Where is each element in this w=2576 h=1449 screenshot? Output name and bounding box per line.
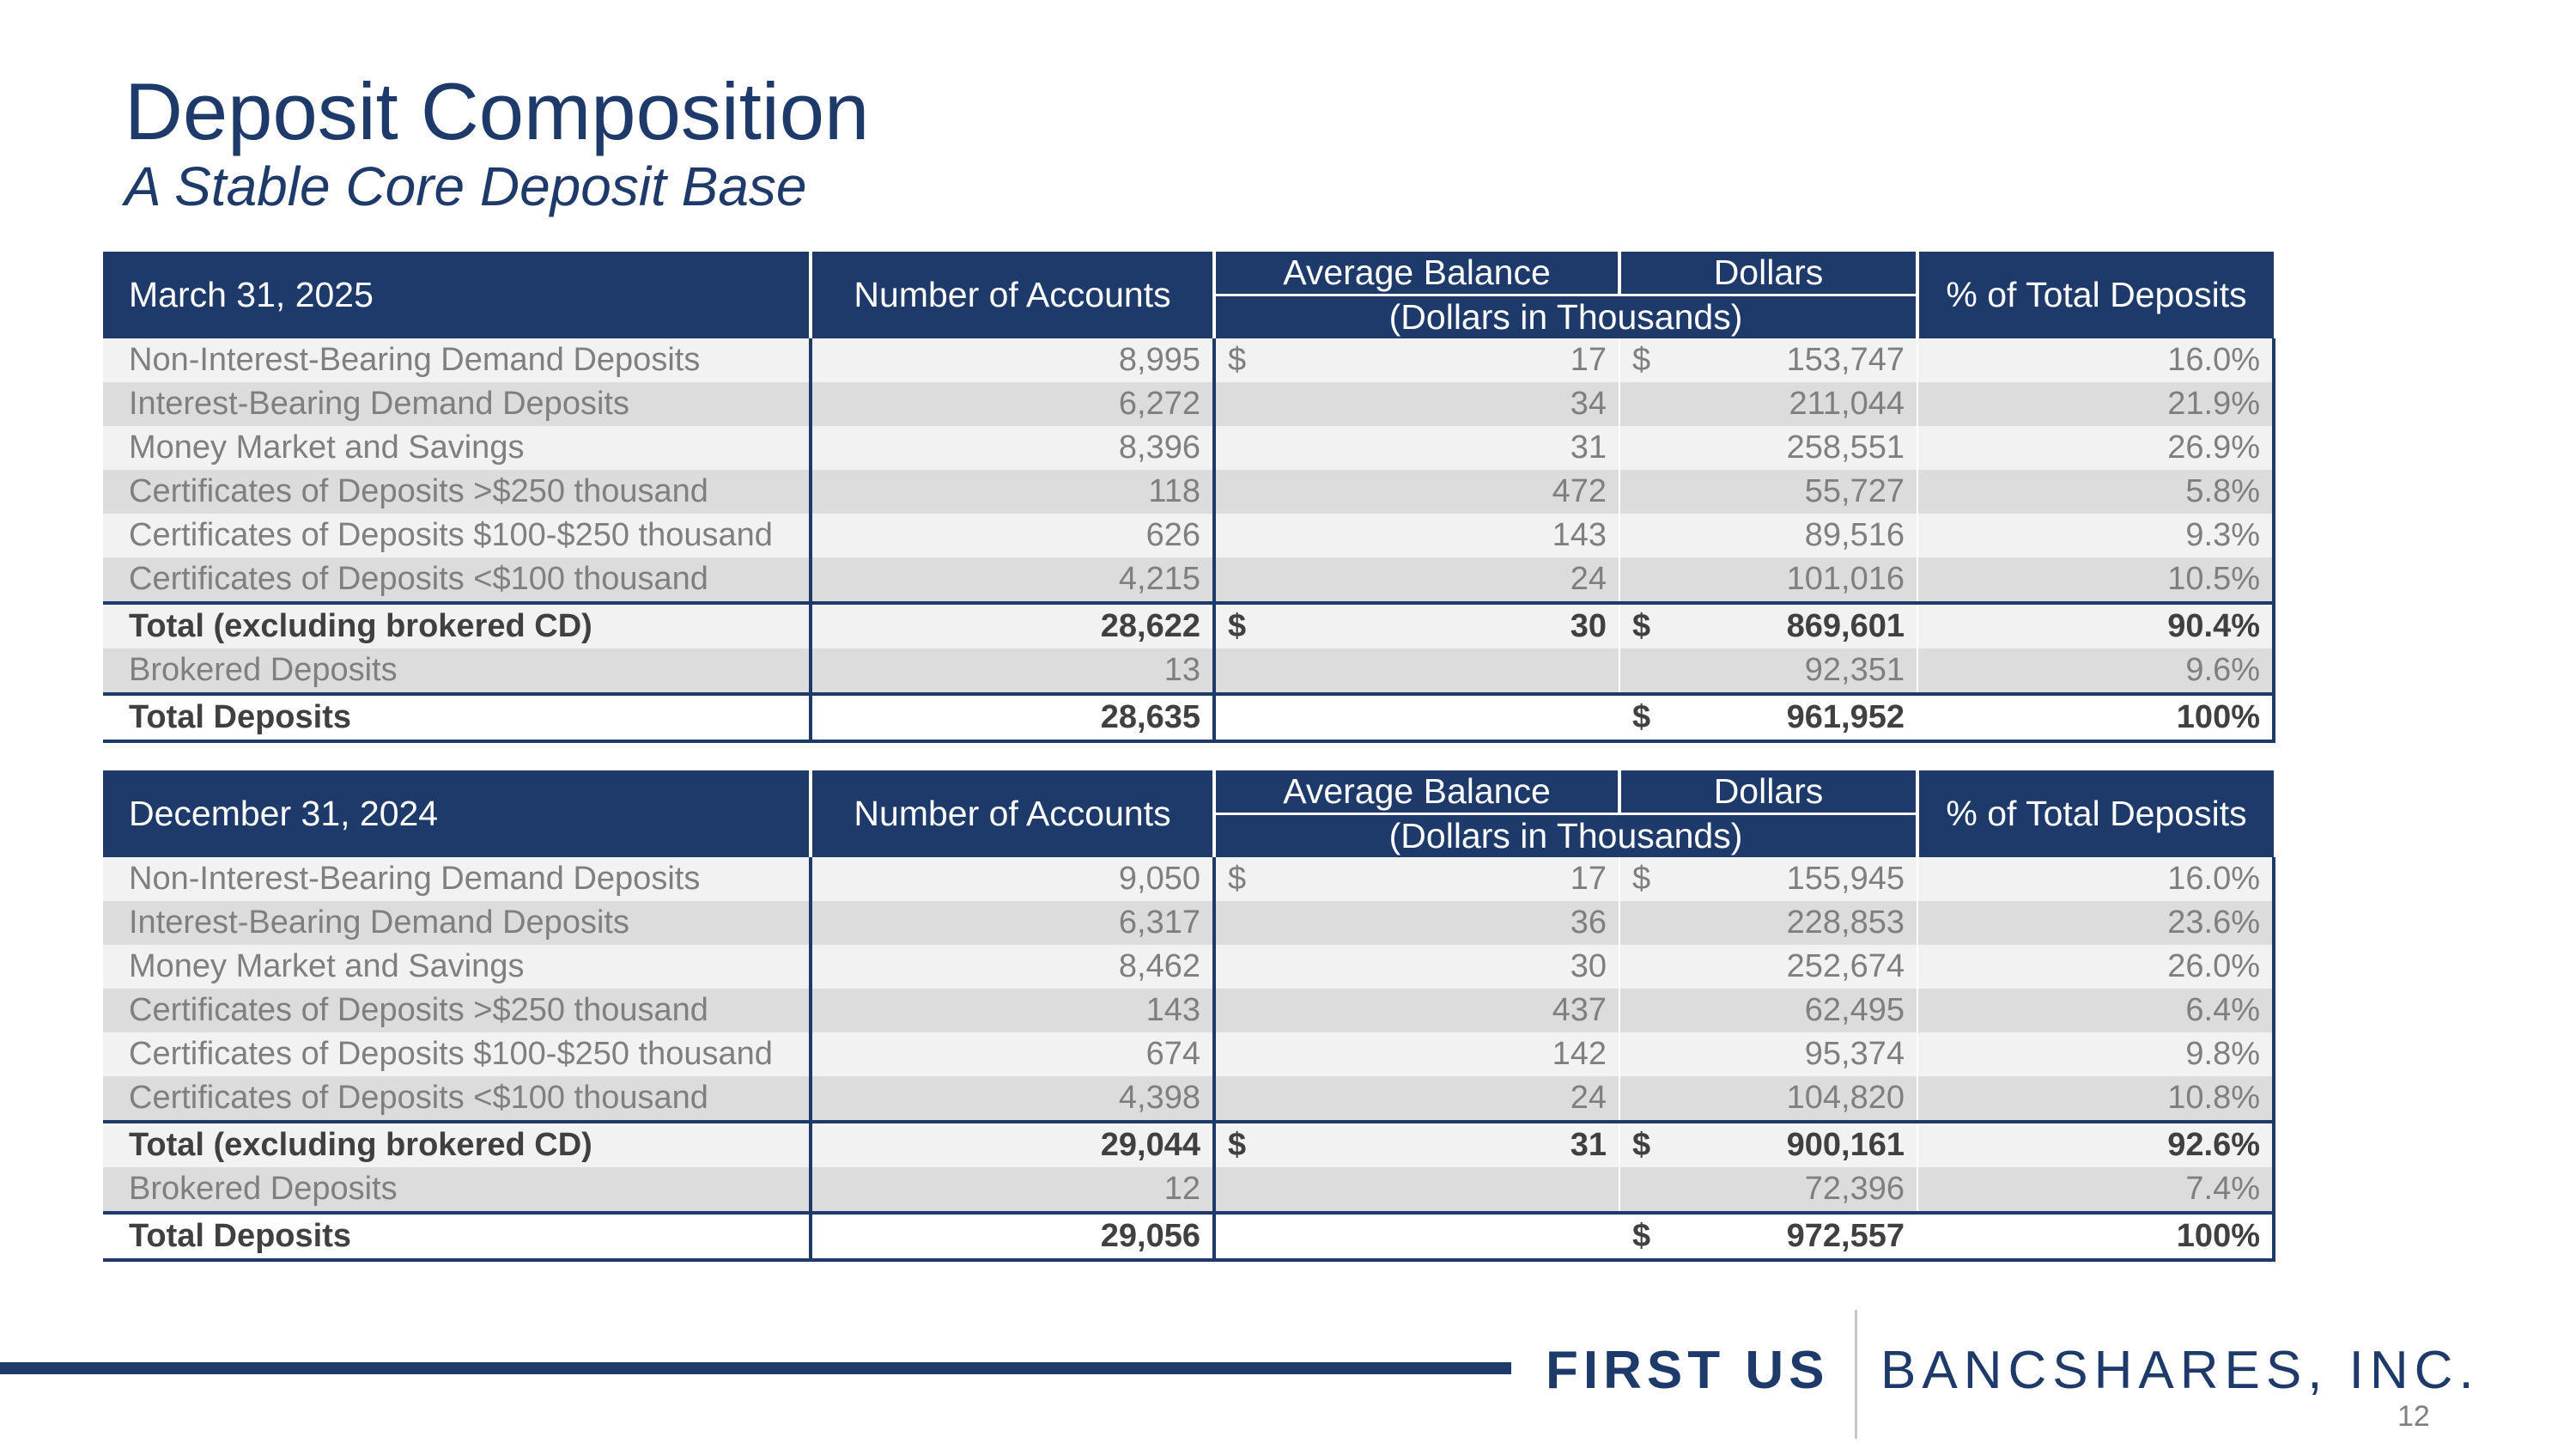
dollars-dollar-sign: $ [1632, 1218, 1651, 1254]
table-row [103, 1122, 2274, 1167]
dollars-cell [1619, 1122, 1917, 1167]
row-label: Certificates of Deposits $100-$250 thousand [103, 514, 811, 557]
dollars-value: 101,016 [1786, 561, 1905, 597]
dollars-value: 55,727 [1804, 473, 1905, 509]
average-balance-value: 36 [1570, 904, 1607, 941]
pct-total-deposits: 5.8% [1917, 470, 2274, 514]
number-of-accounts: 8,396 [811, 426, 1214, 470]
header-dollars: Dollars [1619, 770, 1917, 814]
pct-total-deposits: 10.5% [1917, 557, 2274, 603]
average-balance-cell [1214, 857, 1619, 901]
average-balance-cell [1214, 426, 1619, 470]
average-balance-dollar-sign: $ [1228, 608, 1247, 644]
dollars-cell [1619, 694, 1917, 741]
average-balance-value: 30 [1570, 608, 1607, 644]
dollars-cell [1619, 426, 1917, 470]
dollars-value: 62,495 [1804, 992, 1905, 1028]
row-label: Certificates of Deposits <$100 thousand [103, 557, 811, 603]
table-row [103, 603, 2274, 648]
number-of-accounts: 8,995 [811, 338, 1214, 382]
dollars-value: 961,952 [1786, 699, 1905, 735]
table-row [103, 470, 2274, 514]
row-label: Certificates of Deposits $100-$250 thousand [103, 1032, 811, 1076]
average-balance-cell [1214, 338, 1619, 382]
average-balance-cell [1214, 648, 1619, 694]
dollars-value: 258,551 [1786, 429, 1905, 466]
header-pct-total-deposits: % of Total Deposits [1917, 252, 2274, 338]
number-of-accounts: 626 [811, 514, 1214, 557]
header-average-balance: Average Balance [1214, 252, 1619, 295]
table-row [103, 557, 2274, 603]
dollars-value: 228,853 [1786, 904, 1905, 941]
row-label: Non-Interest-Bearing Demand Deposits [103, 338, 811, 382]
dollars-cell [1619, 1213, 1917, 1260]
logo-divider [1855, 1310, 1857, 1439]
row-label: Interest-Bearing Demand Deposits [103, 382, 811, 426]
dollars-cell [1619, 514, 1917, 557]
table-header-row [103, 770, 2274, 814]
number-of-accounts: 118 [811, 470, 1214, 514]
dollars-dollar-sign: $ [1632, 1127, 1651, 1163]
dollars-cell [1619, 1167, 1917, 1213]
deposit-table-march-2025 [103, 252, 2275, 743]
dollars-cell [1619, 470, 1917, 514]
average-balance-cell [1214, 694, 1619, 741]
dollars-cell [1619, 989, 1917, 1032]
dollars-cell [1619, 1076, 1917, 1122]
header-number-of-accounts: Number of Accounts [811, 252, 1214, 338]
dollars-dollar-sign: $ [1632, 861, 1651, 897]
table-date-header: March 31, 2025 [103, 252, 811, 338]
average-balance-cell [1214, 382, 1619, 426]
table-row [103, 989, 2274, 1032]
row-label: Certificates of Deposits >$250 thousand [103, 470, 811, 514]
page-title: Deposit Composition [125, 66, 870, 156]
row-label: Brokered Deposits [103, 1167, 811, 1213]
average-balance-cell [1214, 603, 1619, 648]
dollars-value: 92,351 [1804, 652, 1905, 688]
row-label: Total Deposits [103, 694, 811, 741]
row-label: Certificates of Deposits <$100 thousand [103, 1076, 811, 1122]
header-average-balance: Average Balance [1214, 770, 1619, 814]
page-subtitle: A Stable Core Deposit Base [125, 155, 807, 217]
pct-total-deposits: 100% [1917, 694, 2274, 741]
average-balance-value: 31 [1570, 429, 1607, 466]
logo-bancshares: BANCSHARES, INC. [1880, 1341, 2480, 1400]
table-row [103, 1213, 2274, 1260]
dollars-value: 252,674 [1786, 948, 1905, 984]
dollars-dollar-sign: $ [1632, 699, 1651, 735]
number-of-accounts: 13 [811, 648, 1214, 694]
table-row [103, 857, 2274, 901]
pct-total-deposits: 10.8% [1917, 1076, 2274, 1122]
pct-total-deposits: 16.0% [1917, 857, 2274, 901]
row-label: Total (excluding brokered CD) [103, 603, 811, 648]
average-balance-cell [1214, 557, 1619, 603]
dollars-cell [1619, 338, 1917, 382]
average-balance-cell [1214, 1122, 1619, 1167]
dollars-cell [1619, 857, 1917, 901]
average-balance-value: 17 [1570, 342, 1607, 378]
number-of-accounts: 8,462 [811, 945, 1214, 989]
average-balance-cell [1214, 1167, 1619, 1213]
dollars-value: 95,374 [1804, 1036, 1905, 1072]
table-row [103, 648, 2274, 694]
dollars-dollar-sign: $ [1632, 342, 1651, 378]
row-label: Total Deposits [103, 1213, 811, 1260]
pct-total-deposits: 90.4% [1917, 603, 2274, 648]
header-dollars-in-thousands: (Dollars in Thousands) [1214, 814, 1917, 858]
number-of-accounts: 12 [811, 1167, 1214, 1213]
average-balance-cell [1214, 945, 1619, 989]
average-balance-cell [1214, 1076, 1619, 1122]
row-label: Money Market and Savings [103, 945, 811, 989]
table-row [103, 514, 2274, 557]
dollars-value: 155,945 [1786, 861, 1905, 897]
pct-total-deposits: 9.3% [1917, 514, 2274, 557]
number-of-accounts: 9,050 [811, 857, 1214, 901]
row-label: Interest-Bearing Demand Deposits [103, 901, 811, 945]
average-balance-value: 24 [1570, 561, 1607, 597]
pct-total-deposits: 100% [1917, 1213, 2274, 1260]
average-balance-cell [1214, 1213, 1619, 1260]
average-balance-value: 30 [1570, 948, 1607, 984]
table-row [103, 901, 2274, 945]
dollars-cell [1619, 1032, 1917, 1076]
average-balance-value: 24 [1570, 1080, 1607, 1116]
average-balance-cell [1214, 1032, 1619, 1076]
table-header-row [103, 252, 2274, 295]
header-dollars: Dollars [1619, 252, 1917, 295]
table-row [103, 1167, 2274, 1213]
table-date-header: December 31, 2024 [103, 770, 811, 857]
number-of-accounts: 6,272 [811, 382, 1214, 426]
dollars-value: 900,161 [1786, 1127, 1905, 1163]
average-balance-dollar-sign: $ [1228, 1127, 1247, 1163]
dollars-value: 104,820 [1786, 1080, 1905, 1116]
header-pct-total-deposits: % of Total Deposits [1917, 770, 2274, 857]
page-number: 12 [2397, 1400, 2430, 1433]
number-of-accounts: 4,398 [811, 1076, 1214, 1122]
table-row [103, 1032, 2274, 1076]
dollars-value: 89,516 [1804, 517, 1905, 553]
pct-total-deposits: 16.0% [1917, 338, 2274, 382]
pct-total-deposits: 26.0% [1917, 945, 2274, 989]
average-balance-value: 437 [1552, 992, 1607, 1028]
average-balance-cell [1214, 470, 1619, 514]
pct-total-deposits: 92.6% [1917, 1122, 2274, 1167]
pct-total-deposits: 23.6% [1917, 901, 2274, 945]
row-label: Total (excluding brokered CD) [103, 1122, 811, 1167]
average-balance-value: 472 [1552, 473, 1607, 509]
logo-first-us: FIRST US [1546, 1341, 1830, 1400]
average-balance-value: 31 [1570, 1127, 1607, 1163]
number-of-accounts: 143 [811, 989, 1214, 1032]
dollars-cell [1619, 557, 1917, 603]
average-balance-value: 143 [1552, 517, 1607, 553]
deposit-table-december-2024 [103, 770, 2275, 1262]
dollars-value: 72,396 [1804, 1171, 1905, 1207]
footer-bar [0, 1362, 1511, 1374]
dollars-cell [1619, 648, 1917, 694]
dollars-cell [1619, 382, 1917, 426]
dollars-value: 869,601 [1786, 608, 1905, 644]
dollars-cell [1619, 945, 1917, 989]
average-balance-value: 34 [1570, 386, 1607, 422]
row-label: Brokered Deposits [103, 648, 811, 694]
number-of-accounts: 6,317 [811, 901, 1214, 945]
table-row [103, 426, 2274, 470]
average-balance-cell [1214, 901, 1619, 945]
pct-total-deposits: 7.4% [1917, 1167, 2274, 1213]
table-row [103, 945, 2274, 989]
dollars-cell [1619, 603, 1917, 648]
number-of-accounts: 674 [811, 1032, 1214, 1076]
table-row [103, 1076, 2274, 1122]
table-row [103, 338, 2274, 382]
dollars-value: 153,747 [1786, 342, 1905, 378]
pct-total-deposits: 9.6% [1917, 648, 2274, 694]
dollars-value: 972,557 [1786, 1218, 1905, 1254]
dollars-cell [1619, 901, 1917, 945]
row-label: Money Market and Savings [103, 426, 811, 470]
pct-total-deposits: 26.9% [1917, 426, 2274, 470]
number-of-accounts: 28,635 [811, 694, 1214, 741]
number-of-accounts: 29,056 [811, 1213, 1214, 1260]
average-balance-dollar-sign: $ [1228, 342, 1247, 378]
number-of-accounts: 4,215 [811, 557, 1214, 603]
average-balance-cell [1214, 989, 1619, 1032]
pct-total-deposits: 9.8% [1917, 1032, 2274, 1076]
average-balance-cell [1214, 514, 1619, 557]
row-label: Certificates of Deposits >$250 thousand [103, 989, 811, 1032]
dollars-dollar-sign: $ [1632, 608, 1651, 644]
number-of-accounts: 29,044 [811, 1122, 1214, 1167]
average-balance-dollar-sign: $ [1228, 861, 1247, 897]
header-dollars-in-thousands: (Dollars in Thousands) [1214, 295, 1917, 339]
table-row [103, 694, 2274, 741]
pct-total-deposits: 21.9% [1917, 382, 2274, 426]
table-row [103, 382, 2274, 426]
number-of-accounts: 28,622 [811, 603, 1214, 648]
pct-total-deposits: 6.4% [1917, 989, 2274, 1032]
average-balance-value: 17 [1570, 861, 1607, 897]
dollars-value: 211,044 [1789, 386, 1905, 422]
row-label: Non-Interest-Bearing Demand Deposits [103, 857, 811, 901]
average-balance-value: 142 [1552, 1036, 1607, 1072]
header-number-of-accounts: Number of Accounts [811, 770, 1214, 857]
